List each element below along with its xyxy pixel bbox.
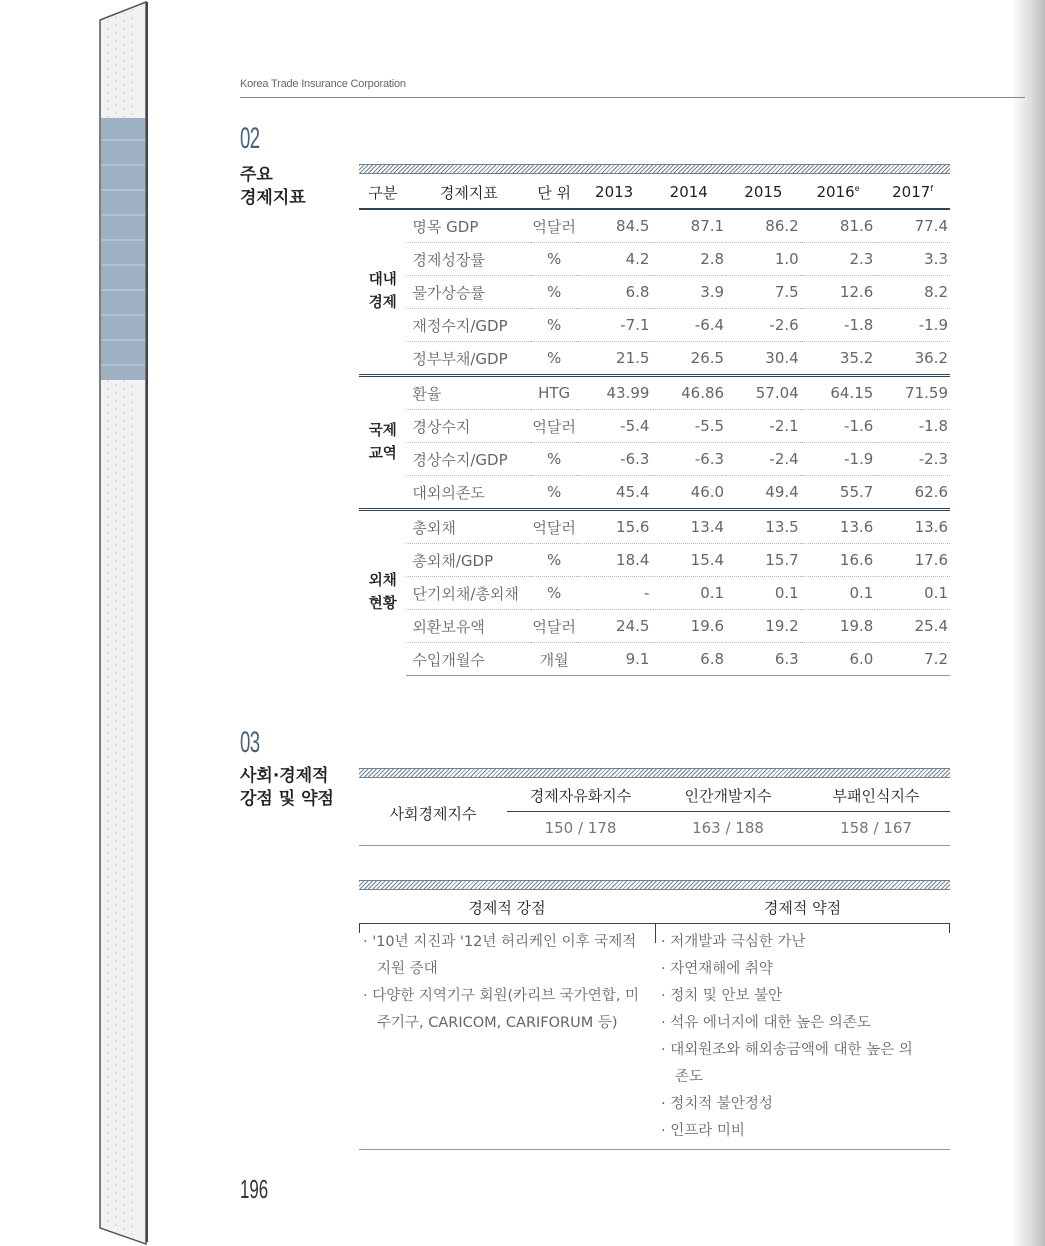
value-cell: 43.99 [577,376,652,410]
value-cell: -7.1 [577,309,652,342]
book-spine-edge [98,0,148,1246]
value-cell: 2.3 [801,243,876,276]
table-row [359,610,950,643]
value-cell: 9.1 [577,643,652,676]
list-item: · 인프라 미비 [661,1123,745,1139]
value-cell: 30.4 [726,342,801,376]
column-header: 부패인식지수 [802,781,950,812]
value-cell: 6.3 [726,643,801,676]
value-cell: 45.4 [577,476,652,510]
value-cell: 57.04 [726,376,801,410]
social-economic-index-table [359,781,950,846]
value-cell: 0.1 [875,577,950,610]
strengths-heading: 경제적 강점 [468,899,546,917]
list-item: · '10년 지진과 '12년 허리케인 이후 국제적 지원 증대 [363,934,637,977]
index-value: 163 / 188 [692,819,764,837]
value-cell: 0.1 [801,577,876,610]
indicator-name: 경상수지 [406,410,531,443]
value-cell: 6.8 [651,643,726,676]
value-cell: 18.4 [577,544,652,577]
divider [655,923,656,943]
value-cell: 15.4 [651,544,726,577]
divider [359,923,360,933]
table-row [359,544,950,577]
value-cell: -5.5 [651,410,726,443]
value-cell: 62.6 [875,476,950,510]
column-header: 2014 [651,176,726,209]
value-cell: 13.5 [726,510,801,544]
value-cell: -2.3 [875,443,950,476]
weaknesses-heading: 경제적 약점 [763,899,842,917]
unit-cell: 개월 [531,643,576,676]
unit-cell: HTG [531,376,576,410]
value-cell: 17.6 [875,544,950,577]
unit-cell: % [531,342,576,376]
index-value: 158 / 167 [840,819,912,837]
indicator-name: 총외채 [406,510,531,544]
value-cell: 13.6 [875,510,950,544]
weaknesses-list [661,929,921,1145]
unit-cell: % [531,443,576,476]
value-cell: 24.5 [577,610,652,643]
value-cell: 81.6 [801,209,876,243]
page-number: 196 [240,1174,269,1204]
value-cell: -6.4 [651,309,726,342]
list-item: · 자연재해에 취약 [661,961,773,977]
table-row [359,643,950,676]
value-cell: 15.6 [577,510,652,544]
value-cell: 7.2 [875,643,950,676]
unit-cell: % [531,476,576,510]
value-cell: -2.6 [726,309,801,342]
column-header: 구분 [359,176,406,209]
indicator-name: 환율 [406,376,531,410]
value-cell: 12.6 [801,276,876,309]
unit-cell: 억달러 [531,209,576,243]
value-cell: 3.9 [651,276,726,309]
table-header-row [359,176,950,209]
section-number: 03 [240,726,260,759]
indicator-name: 경제성장률 [406,243,531,276]
table-row [359,209,950,243]
value-cell: 19.8 [801,610,876,643]
value-cell: 21.5 [577,342,652,376]
value-cell: -1.6 [801,410,876,443]
indicator-name: 명목 GDP [406,209,531,243]
value-cell: 46.0 [651,476,726,510]
unit-cell: % [531,309,576,342]
row-label: 사회경제지수 [389,804,477,823]
list-item: · 정치 및 안보 불안 [661,988,783,1004]
value-cell: 25.4 [875,610,950,643]
unit-cell: 억달러 [531,610,576,643]
list-item: · 저개발과 극심한 가난 [661,934,806,950]
group-label: 대내 경제 [368,272,397,311]
unit-cell: % [531,243,576,276]
value-cell: 2.8 [651,243,726,276]
value-cell: 86.2 [726,209,801,243]
value-cell: 26.5 [651,342,726,376]
economic-indicators-table [359,176,950,676]
value-cell: 3.3 [875,243,950,276]
unit-cell: % [531,577,576,610]
value-cell: 55.7 [801,476,876,510]
value-cell: 64.15 [801,376,876,410]
table-row [359,443,950,476]
value-cell: 1.0 [726,243,801,276]
value-cell: 77.4 [875,209,950,243]
table-row [359,510,950,544]
value-cell: 13.4 [651,510,726,544]
value-cell: 19.2 [726,610,801,643]
value-cell: -6.3 [577,443,652,476]
section-title: 주요 경제지표 [240,165,306,208]
unit-cell: % [531,276,576,309]
table-row [359,410,950,443]
unit-cell: 억달러 [531,510,576,544]
divider [949,923,950,933]
value-cell: - [577,577,652,610]
list-item: · 다양한 지역기구 회원(카리브 국가연합, 미주기구, CARICOM, CARIFORUM 등) [363,988,640,1031]
table-row [359,243,950,276]
value-cell: 13.6 [801,510,876,544]
hatch-bar [359,768,950,778]
column-header: 경제자유화지수 [507,781,654,812]
strengths-weaknesses-table [359,893,950,1150]
table-row [359,476,950,510]
table-row [359,577,950,610]
value-cell: -1.8 [875,410,950,443]
table-row [359,309,950,342]
indicator-name: 재정수지/GDP [406,309,531,342]
value-cell: 8.2 [875,276,950,309]
indicator-name: 대외의존도 [406,476,531,510]
running-header: Korea Trade Insurance Corporation [240,78,406,90]
value-cell: -1.9 [801,443,876,476]
column-header: 2016e [801,176,876,209]
value-cell: 87.1 [651,209,726,243]
header-rule [240,97,1025,98]
column-header: 2017$^f$ [875,176,950,209]
value-cell: 15.7 [726,544,801,577]
column-header: 단 위 [531,176,576,209]
indicator-name: 외환보유액 [406,610,531,643]
value-cell: -2.1 [726,410,801,443]
column-header: 2015 [726,176,801,209]
group-label: 외채 현황 [359,510,406,676]
column-header: 경제지표 [406,176,531,209]
value-cell: 4.2 [577,243,652,276]
table-row [359,276,950,309]
list-item: · 석유 에너지에 대한 높은 의존도 [661,1015,871,1031]
indicator-name: 물가상승률 [406,276,531,309]
column-header: 2013 [577,176,652,209]
unit-cell: % [531,544,576,577]
value-cell: -5.4 [577,410,652,443]
value-cell: -1.8 [801,309,876,342]
indicator-name: 정부부채/GDP [406,342,531,376]
value-cell: 6.0 [801,643,876,676]
value-cell: 19.6 [651,610,726,643]
value-cell: 6.8 [577,276,652,309]
value-cell: 0.1 [651,577,726,610]
section-number: 02 [240,122,260,155]
section-title: 사회·경제적 강점 및 약점 [240,766,334,809]
index-value: 150 / 178 [544,819,617,837]
value-cell: 46.86 [651,376,726,410]
indicator-name: 총외채/GDP [406,544,531,577]
value-cell: -6.3 [651,443,726,476]
unit-cell: 억달러 [531,410,576,443]
page-curl-shadow [1011,0,1045,1246]
group-label: 국제 교역 [359,376,406,510]
table-row [359,342,950,376]
value-cell: 0.1 [726,577,801,610]
hatch-bar [359,880,950,890]
hatch-bar [359,164,950,174]
strengths-list [363,929,651,1037]
value-cell: 7.5 [726,276,801,309]
value-cell: -2.4 [726,443,801,476]
column-header: 인간개발지수 [654,781,802,812]
value-cell: 16.6 [801,544,876,577]
value-cell: 36.2 [875,342,950,376]
value-cell: 71.59 [875,376,950,410]
value-cell: -1.9 [875,309,950,342]
indicator-name: 경상수지/GDP [406,443,531,476]
value-cell: 84.5 [577,209,652,243]
indicator-name: 수입개월수 [406,643,531,676]
value-cell: 35.2 [801,342,876,376]
list-item: · 정치적 불안정성 [661,1096,773,1112]
list-item: · 대외원조와 해외송금액에 대한 높은 의존도 [661,1042,913,1085]
value-cell: 49.4 [726,476,801,510]
table-row [359,376,950,410]
indicator-name: 단기외채/총외채 [406,577,531,610]
